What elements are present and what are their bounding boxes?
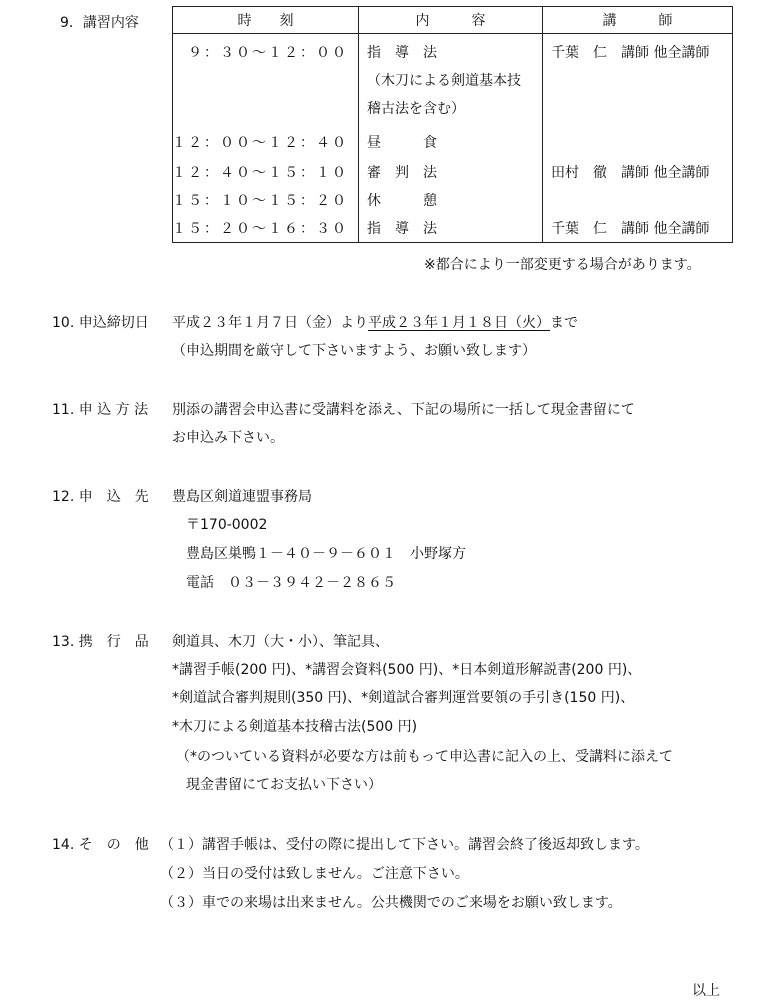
schedule-body-row bbox=[173, 34, 733, 243]
section-10-label: 10. 申込締切日 bbox=[52, 315, 149, 331]
content-cell: 休 憩 bbox=[367, 193, 437, 209]
content-cell: （木刀による剣道基本技 bbox=[367, 73, 521, 89]
time-cell: ９：３０～１２：００ bbox=[188, 45, 348, 61]
application-method-line1: 別添の講習会申込書に受講料を添え、下記の場所に一括して現金書留にて bbox=[172, 402, 635, 418]
header-content: 内 容 bbox=[359, 7, 543, 34]
time-cell: １２：４０～１５：１０ bbox=[172, 165, 348, 181]
section-12-label: 12. 申 込 先 bbox=[52, 489, 149, 505]
deadline-date: 平成２３年１月１８日（火） bbox=[368, 315, 550, 331]
items-note-line2: 現金書留にてお支払い下さい） bbox=[186, 777, 382, 793]
content-column bbox=[359, 34, 543, 243]
deadline-suffix: まで bbox=[550, 315, 578, 331]
other-item-1: （１）講習手帳は、受付の際に提出して下さい。講習会終了後返却致します。 bbox=[160, 837, 649, 853]
header-lecturer: 講 師 bbox=[543, 7, 733, 34]
time-cell: １５：２０～１６：３０ bbox=[172, 221, 348, 237]
other-item-2: （２）当日の受付は致しません。ご注意下さい。 bbox=[160, 866, 469, 882]
lecturer-cell: 千葉 仁 講師 他全講師 bbox=[551, 45, 710, 61]
time-cell: １２：００～１２：４０ bbox=[172, 135, 348, 151]
section-11-label: 11. 申 込 方 法 bbox=[52, 402, 149, 418]
items-line3: *剣道試合審判規則(350 円)、*剣道試合審判運営要領の手引き(150 円)、 bbox=[172, 690, 635, 706]
application-method-line2: お申込み下さい。 bbox=[172, 430, 284, 446]
time-cell: １５：１０～１５：２０ bbox=[172, 193, 348, 209]
lecturer-cell: 田村 徹 講師 他全講師 bbox=[551, 165, 710, 181]
deadline-line bbox=[172, 312, 578, 332]
office-address: 豊島区巣鴨１－４０－９－６０１ 小野塚方 bbox=[186, 546, 466, 562]
content-cell: 指 導 法 bbox=[367, 45, 437, 61]
content-cell: 審 判 法 bbox=[367, 165, 437, 181]
other-item-3: （３）車での来場は出来ません。公共機関でのご来場をお願い致します。 bbox=[160, 895, 622, 911]
deadline-note: （申込期間を厳守して下さいますよう、お願い致します） bbox=[172, 343, 536, 359]
deadline-start: 平成２３年１月７日（金）より bbox=[172, 315, 368, 331]
time-column bbox=[173, 34, 359, 243]
section-13-label: 13. 携 行 品 bbox=[52, 634, 149, 650]
postal-code: 〒170-0002 bbox=[186, 517, 268, 533]
header-time: 時 刻 bbox=[173, 7, 359, 34]
content-cell: 稽古法を含む） bbox=[367, 101, 465, 117]
items-line4: *木刀による剣道基本技稽古法(500 円) bbox=[172, 719, 418, 735]
content-cell: 昼 食 bbox=[367, 135, 437, 151]
items-line1: 剣道具、木刀（大・小）、筆記具、 bbox=[172, 634, 389, 650]
content-cell: 指 導 法 bbox=[367, 221, 437, 237]
schedule-header-row bbox=[173, 7, 733, 34]
office-phone: 電話 ０３－３９４２－２８６５ bbox=[186, 575, 396, 591]
schedule-note: ※都合により一部変更する場合があります。 bbox=[424, 257, 701, 273]
lecturer-column bbox=[543, 34, 733, 243]
items-note-line1: （*のついている資料が必要な方は前もって申込書に記入の上、受講料に添えて bbox=[176, 749, 673, 765]
lecturer-cell: 千葉 仁 講師 他全講師 bbox=[551, 221, 710, 237]
schedule-table bbox=[172, 6, 733, 243]
items-line2: *講習手帳(200 円)、*講習会資料(500 円)、*日本剣道形解説書(200 円)、 bbox=[172, 662, 642, 678]
closing-mark: 以上 bbox=[692, 983, 720, 999]
office-name: 豊島区剣道連盟事務局 bbox=[172, 489, 312, 505]
section-14-label: 14. そ の 他 bbox=[52, 837, 149, 853]
section-9-label: 9．講習内容 bbox=[60, 15, 139, 31]
